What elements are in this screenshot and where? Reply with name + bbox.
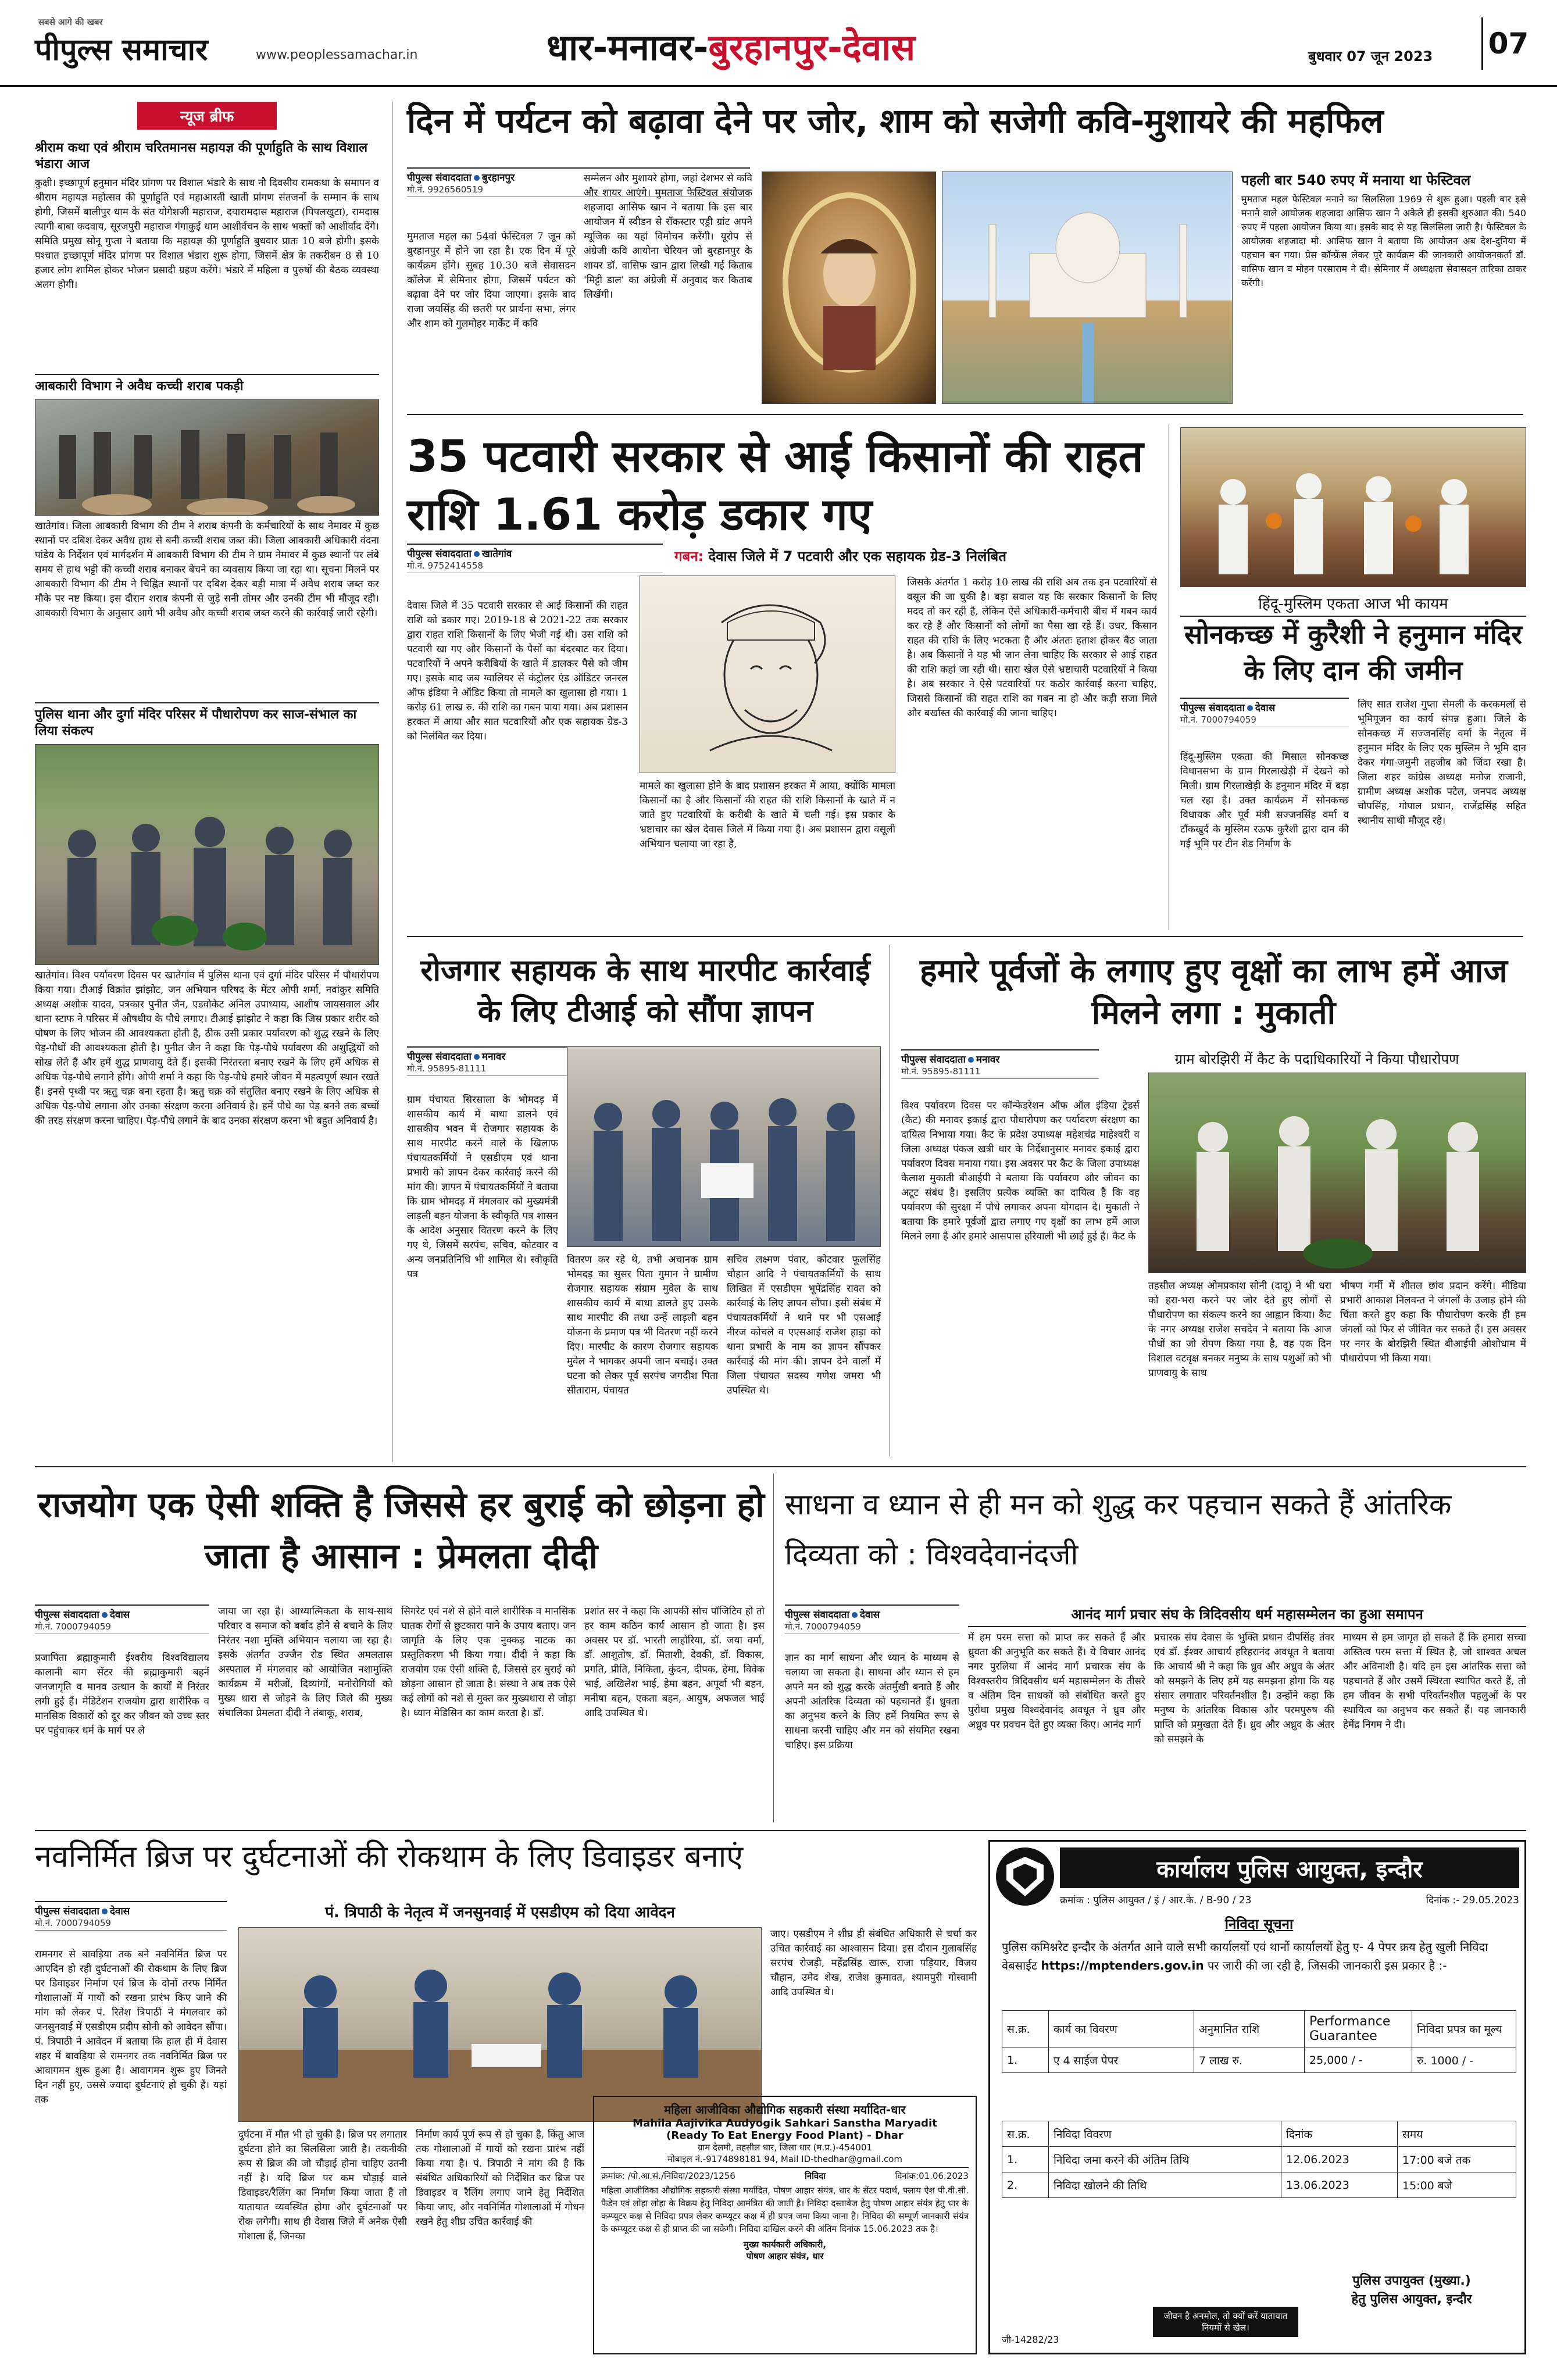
a2-mobile: मो.नं. 9752414558 <box>407 560 663 573</box>
excise-raid-photo <box>35 399 379 516</box>
t2-r1-1: निविदा जमा करने की अंतिम तिथि <box>1049 2147 1281 2172</box>
a8-headline: नवनिर्मित ब्रिज पर दुर्घटनाओं की रोकथाम के लिए डिवाइडर बनाएं <box>35 1839 743 1874</box>
ad2-signature <box>1304 2272 1519 2309</box>
excise-raid-figures <box>35 400 379 516</box>
ad1-address: ग्राम देलमी, तहसील धार, जिला धार (म.प्र.)-454001 <box>697 2142 873 2153</box>
ad1-signature-2: पोषण आहार संयंत्र, धार <box>746 2251 824 2261</box>
a2-place: खातेगांव <box>481 548 512 560</box>
t2-r2-2: 13.06.2023 <box>1281 2172 1398 2198</box>
farmer-sketch-art <box>640 576 895 773</box>
ad2-notice-title: निविदा सूचना <box>1224 1916 1294 1932</box>
a5-place: मनावर <box>976 1054 1000 1066</box>
a6-col-3: सिगरेट एवं नशे से होने वाले शारीरिक व मानसिक घातक रोगों से छुटकारा पाने के उपाय बताए। जन जागृति के लिए एक नुक्कड़ नाटक का प्रस्तुतिकरण भी किया गया। दीदी ने कहा कि राजयोग एक ऐसी शक्ति है, जिससे हर बुराई को छोड़ना आसान हो जाता है। संस्था ने अब तक ऐसे कई लोगों को नशे से मुक्त कर मुख्यधारा से जोड़ा है। ध्यान मेडिसिन का काम करता है। डॉ. <box>401 1606 576 1719</box>
a3-place: देवास <box>1255 702 1276 714</box>
sonkachh-ceremony-photo <box>1180 427 1526 587</box>
a1-byline-text: पीपुल्स संवाददाता <box>407 172 472 184</box>
cait-plantation-photo <box>1148 1073 1526 1273</box>
brand-name: पीपुल्स समाचार <box>35 33 208 67</box>
t2-head-3: समय <box>1398 2121 1516 2147</box>
a8-byline-text: पीपुल्स संवाददाता <box>35 1906 99 1917</box>
a8-col-3: निर्माण कार्य पूर्ण रूप से हो चुका है, किंतु आज तक गोशालाओं में गायों को रखना प्रारंभ नहीं किया गया है। पं. त्रिपाठी ने मांग की है कि संबंधित अधिकारियों को निर्देशित कर ब्रिज पर डिवाइडर व रैलिंग लगाए जाने हेतु निर्देशित किया जाए, और नवनिर्मित गोशालाओं में गोधन रखने हेतु शीघ्र उचित कार्रवाई की <box>416 2129 584 2228</box>
section-title <box>547 22 915 71</box>
ad2-table-1-head <box>1002 2011 1516 2047</box>
public-hearing-photo <box>238 1927 762 2122</box>
ad1-signature: मुख्य कार्यकारी अधिकारी, <box>743 2239 827 2250</box>
ad1-org-en2: (Ready To Eat Energy Food Plant) - Dhar <box>666 2129 904 2142</box>
a5-subhead: ग्राम बोरझिरी में कैट के पदाधिकारियों ने किया पौधारोपण <box>1174 1051 1459 1067</box>
a5-byline-text: पीपुल्स संवाददाता <box>901 1054 966 1066</box>
masthead <box>0 0 1557 87</box>
t2-r1-2: 12.06.2023 <box>1281 2147 1398 2172</box>
a7-byline-text: पीपुल्स संवाददाता <box>785 1609 849 1621</box>
a6-byline-text: पीपुल्स संवाददाता <box>35 1609 99 1621</box>
a8-col-4: जाए। एसडीएम ने शीघ्र ही संबंधित अधिकारी से चर्चा कर उचित कार्रवाई का आश्वासन दिया। इस दौरान गुलाबसिंह सरपंच रोजड़ी, महेंद्रसिंह खारू, राजा पड़ियार, विजय चौहान, उमेद शेख, राजेश कुमावत, श्यामपुरी गोस्वामी आदि उपस्थित थे। <box>770 1928 977 1998</box>
a2-deck-label: गबन: <box>674 548 704 564</box>
a7-byline <box>785 1604 959 1621</box>
news-brief-label <box>137 102 277 130</box>
a7-headline: साधना व ध्यान से ही मन को शुद्ध कर पहचान सकते हैं आंतरिक दिव्यता को : विश्वदेवानंदजी <box>785 1488 1452 1571</box>
a6-place: देवास <box>109 1609 130 1621</box>
a5-byline <box>901 1049 1099 1066</box>
brief-3-body: खातेगांव। विश्व पर्यावरण दिवस पर खातेगांव में पुलिस थाना एवं दुर्गा मंदिर परिसर में पौधारोपण किया गया। टीआई विक्रांत झांझोट, जन अभियान परिषद के मेंटर ओपी शर्मा, नवांकुर समिति अध्यक्ष अशोक यादव, पत्रकार पुनीत जैन, एडवोकेट अनिल उपाध्याय, आशीष जायसवाल और थाना स्टाफ ने परिसर में औषधीय के पौधे लगाए। टीआई झांझोट ने कहा कि जिस प्रकार शरीर को पोषण के लिए भोजन की आवश्यकता होती है, ठीक उसी प्रकार पर्यावरण को शुद्ध रखने के लिए पेड़-पौधों की आवश्यकता होती है। पुनीत जैन ने कहा कि पेड़-पौधे पर्यावरण की अशुद्धियों को सोख लेते हैं और हमें शुद्ध प्राणवायु देते हैं। इसकी निरंतरता बनाए रखने के लिए हमें अधिक से अधिक पेड़-पौधे लगाने होंगे। ओपी शर्मा ने कहा कि पेड़-पौधे हमारे जीवन में महत्वपूर्ण स्थान रखते हैं। इनसे पृथ्वी पर ऋतु चक्र बना रहता है। ऋतु चक्र को संतुलित बनाए रखने के लिए अधिक से अधिक पेड़-पौधे लगाना और उनका संरक्षण करना अनिवार्य है। हमें पौधे का पेड़ बनने तक बच्चों की तरह संरक्षण करना चाहिए। पेड़-पौधे लगाने के बाद उनका संरक्षण करना भी बहुत अनिवार्य है। <box>35 970 379 1127</box>
table-row <box>1002 2172 1516 2198</box>
a6-col-2: जाया जा रहा है। आध्यात्मिकता के साथ-साथ परिवार व समाज को बर्बाद होने से बचाने के लिए निरंतर नशा मुक्ति अभियान चलाया जा रहा है। इसके अंतर्गत उज्जैन रोड स्थित अमलतास अस्पताल में मंगलवार को आयोजित नशामुक्ति कार्यक्रम में मरीजों, दिव्यांगों, मनोरोगियों को मुख्य धारा से जोड़ने के लिए जिले की मुख्य संचालिका प्रेमलता दीदी ने तंबाकू, शराब, <box>218 1606 392 1719</box>
t1-head-4: निविदा प्रपत्र का मूल्य <box>1412 2011 1516 2047</box>
t2-head-0: स.क्र. <box>1002 2121 1049 2147</box>
a3-col-2: लिए सात राजेश गुप्ता सेमली के करकमलों से भूमिपूजन का कार्य संपन्न हुआ। जिले के सोनकच्छ में सज्जनसिंह वर्मा के नेतृत्व में हनुमान मंदिर के लिए एक मुस्लिम ने भूमि दान देकर गंगा-जमुनी तहजीब को जिंदा रखा है। जिला शहर कांग्रेस अध्यक्ष मनोज राजानी, ग्रामीण अध्यक्ष अशोक पटेल, जनपद अध्यक्ष चौपसिंह, गोपाल प्रधान, राजेंद्रसिंह सहित स्थानीय साथी मौजूद रहे। <box>1358 699 1526 827</box>
a1-sidebar-box <box>1241 171 1526 404</box>
tender-ad-mahila <box>593 2096 977 2354</box>
a1-col-2: सम्मेलन और मुशायरे होगा, जहां देशभर से कवि और शायर आएंगे। मुमताज फेस्टिवल संयोजक शहजादा आसिफ खान ने बताया कि इस बार आयोजन में स्वीडन से रॉकस्टार एड्री ग्रांट अपने म्यूजिक का यहां विमोचन करेंगी। यूरोप से अंग्रेजी कवि आयोना चेरियन जो बुरहानपुर के शायर डॉ. वासिफ खान द्वारा लिखी गई किताब 'मिट्टी डाल' का अंग्रेजी में अनुवाद कर किताब लिखेंगी। <box>584 173 752 301</box>
a1-headline: दिन में पर्यटन को बढ़ावा देने पर जोर, शाम को सजेगी कवि-मुशायरे की महफिल <box>407 101 1384 141</box>
t2-r2-1: निविदा खोलने की तिथि <box>1049 2172 1281 2198</box>
a4-col-1: ग्राम पंचायत सिरसाला के भोमदड़ में शासकीय कार्य में बाधा डालने एवं शासकीय भवन में रोजगार सहायक के साथ मारपीट करने वाले के खिलाफ पंचायतकर्मियों ने एसडीएम एवं थाना प्रभारी को ज्ञापन देकर कार्रवाई करने की मांग की। ज्ञापन में पंचायतकर्मियों ने बताया कि ग्राम भोमदड़ में मंगलवार को मुख्यमंत्री लाड़ली बहन योजना के स्वीकृति पत्र शासन के आदेश अनुसार वितरण करने के लिए गए थे, जिसमें सरपंच, सचिव, कोटवार व अन्य जनप्रतिनिधि भी शामिल थे। स्वीकृति पत्र <box>407 1094 558 1280</box>
ad2-table-1 <box>1002 2010 1516 2073</box>
t2-head-2: दिनांक <box>1281 2121 1398 2147</box>
a4-mobile: मो.नं. 95895-81111 <box>407 1063 581 1076</box>
a3-byline <box>1180 698 1349 714</box>
taj-mahal-photo <box>942 171 1233 404</box>
t1-cell-4: रु. 1000 / - <box>1412 2047 1516 2073</box>
ad2-ref: क्रमांक : पुलिस आयुक्त / इं / आर.के. / B-90 / 23 <box>1060 1895 1252 1906</box>
ad1-org-hi: महिला आजीविका औद्योगिक सहकारी संस्था मर्यादित-धार <box>664 2103 906 2117</box>
police-plantation-figures <box>35 745 379 965</box>
a1-box-body: मुमताज महल फेस्टिवल मनाने का सिलसिला 1969 से शुरू हुआ। पहली बार इसे मनाने वाले आयोजक शहजादा आसिफ खान ने अकेले ही इसकी शुरुआत की। 540 रुपए में पहला आयोजन किया था। इसके बाद से यह सिलसिला जारी है। फेस्टिवल के आयोजक शहजादा मो. आसिफ खान ने बताया कि आयोजन अब देश-दुनिया में पहचान बन गया। प्रेस कॉन्फ्रेंस लेकर पूरे कार्यक्रम की जानकारी आयोजनकर्ता डॉ. वासिफ खान व मोहन परसाराम ने दी। सेमिनार में अध्यक्षता सेवासदन तारिका ठाकर करेंगी। <box>1241 194 1526 288</box>
a3-headline: सोनकच्छ में कुरैशी ने हनुमान मंदिर के लिए दान की जमीन <box>1184 619 1523 686</box>
ad2-signature-line-2: हेतु पुलिस आयुक्त, इन्दौर <box>1351 2292 1472 2307</box>
ad2-traffic-slogan: जीवन है अनमोल, तो क्यों करें यातायात नियमों से खेल। <box>1153 2307 1298 2337</box>
a8-mobile: मो.नं. 7000794059 <box>35 1917 227 1931</box>
a5-col-1: विश्व पर्यावरण दिवस पर कॉन्फेडरेशन ऑफ ऑल इंडिया ट्रेडर्स (कैट) की मनावर इकाई द्वारा पौधारोपण कर पर्यावरण संरक्षण का दायित्व निभाया गया। कैट के प्रदेश उपाध्यक्ष महेशचंद्र माहेश्वरी व जिला अध्यक्ष पंकज खत्री धार के निर्देशानुसार मनावर इकाई द्वारा पर्यावरण दिवस मनाया गया। इस अवसर पर कैट के जिला उपाध्यक्ष कैलाश मुकाती बीआईपी ने बताया कि पर्यावरण और जीवन का अटूट संबंध है। इसलिए प्रत्येक व्यक्ति का दायित्व है कि वह पर्यावरण की सुरक्षा में पौधे लगाकर अपना योगदान दे। मुकाती ने बताया कि हमारे पूर्वजों द्वारा लगाए गए वृक्षों का लाभ हमें आज मिलने लगा है और हमारे आसपास हरियाली भी छाई हुई है। कैट के <box>901 1100 1140 1242</box>
section-title-b: बुरहानपुर-देवास <box>708 26 916 69</box>
a8-col-1: रामनगर से बावड़िया तक बने नवनिर्मित ब्रिज पर आएदिन हो रही दुर्घटनाओं की रोकथाम के लिए ब्रिज पर डिवाइडर निर्माण एवं ब्रिज के दोनों तरफ निर्मित गोशालाओं में गायों को रखना प्रारंभ किए जाने की मांग को लेकर पं. रितेश त्रिपाठी ने मंगलवार को जनसुनवाई में एसडीएम प्रदीप सोनी को आवेदन सौंपा। पं. त्रिपाठी ने आवेदन में बताया कि हाल ही में देवास शहर में बावड़िया से रामनगर तक नवनिर्मित ब्रिज पर आवागमन शुरू हुआ है। आवागमन शुरू हुए जिनते दिन नहीं हुए, उससे ज्यादा दुर्घटनाएं हो चुकी हैं। यहां तक <box>35 1949 227 2106</box>
t2-r2-0: 2. <box>1002 2172 1049 2198</box>
a5-col-2: तहसील अध्यक्ष ओमप्रकाश सोनी (दादू) ने भी धरा को हरा-भरा करने पर जोर देते हुए लोगों से पौधारोपण का संकल्प करने का आह्वान किया। कैट के नगर अध्यक्ष राजेश सचदेव ने बताया कि आज पौधों का जो रोपण किया गया है, वह एक दिन विशाल वटवृक्ष बनकर मनुष्य के साथ पशुओं को भी प्राणवायु के साथ <box>1148 1280 1331 1379</box>
t1-head-2: अनुमानित राशि <box>1194 2011 1305 2047</box>
t1-cell-2: 7 लाख रु. <box>1194 2047 1305 2073</box>
a2-byline-text: पीपुल्स संवाददाता <box>407 548 472 560</box>
t1-head-3: Performance Guarantee <box>1305 2011 1412 2047</box>
brief-2-body: खातेगांव। जिला आबकारी विभाग की टीम ने शराब कंपनी के कर्मचारियों के साथ नेमावर में कुछ स्थानों पर दबिश देकर अवैध हाथ से बनी कच्ची शराब जब्त की। जिला आबकारी अधिकारी वंदना पांडेय के निर्देशन एवं मार्गदर्शन में आबकारी विभाग की टीम ने ग्राम नेमावर में कुछ स्थानों पर लंबे समय से हाथ भट्टी की कच्ची शराब बनाकर बेचने का व्यवसाय किया जा रहा था। सूचना मिलने पर आबकारी विभाग की टीम ने चिह्नित स्थानों पर दबिश देकर बड़ी मात्रा में अवैध शराब जब्त कर मौके पर नष्ट किया। इस दौरान शराब कंपनी से जुड़े सनी तोमर और उनकी टीम भी मौजूद रही। आबकारी विभाग के अनुसार आगे भी अवैध और कच्ची शराब जब्त करने की कार्रवाई जारी रहेगी। <box>35 520 379 619</box>
brief-1-title: श्रीराम कथा एवं श्रीराम चरितमानस महायज्ञ की पूर्णाहुति के साथ विशाल भंडारा आज <box>35 141 368 171</box>
a7-mobile: मो.नं. 7000794059 <box>785 1621 959 1634</box>
news-brief-label-text: न्यूज ब्रीफ <box>180 108 234 126</box>
section-title-a: धार-मनावर- <box>547 26 709 69</box>
a2-col-2: मामले का खुलासा होने के बाद प्रशासन हरकत में आया, क्योंकि मामला किसानों का है और किसानों की राहत की राशि किसानों के खाते में न जाते हुए पटवारियों के करीबी के खाते में चली गई। इस प्रकार के भ्रष्टाचार का खेल देवास जिले में किया गया है। अब प्रशासन द्वारा वसूली अभियान चलाया जा रहा है, <box>640 780 895 850</box>
ad2-table-2 <box>1002 2121 1516 2198</box>
a2-col-3: जिसके अंतर्गत 1 करोड़ 10 लाख की राशि अब तक इन पटवारियों से वसूल की जा चुकी है। बड़ा सवाल यह कि सरकार किसानों के लिए मदद तो कर रही है, लेकिन ऐसे अधिकारी-कर्मचारी बीच में गबन कार्य कर रहे हैं और किसानों को लोगों का पैसा खा रहे हैं। उधर, किसान राहत की राशि के लिए भटकता है और अंततः हताश होकर बैठ जाता है। अब किसानों ने यह भी जान लेना चाहिए कि सरकार से आई राहत की राशि कहां जा रही थी। सारा खेल ऐसे भ्रष्टाचारी पटवारियों ने किया है। अब सरकार ने ऐसे पटवारियों पर कठोर कार्रवाई करना चाहिए, जिससे किसानों की राहत राशि का गबन ना हो और कड़ी सजा मिले और बर्खास्त की कार्रवाई की जाना चाहिए। <box>907 577 1157 719</box>
a5-mobile: मो.नं. 95895-81111 <box>901 1066 1099 1079</box>
police-emblem <box>996 1847 1054 1906</box>
a1-place: बुरहानपुर <box>481 172 515 184</box>
issue-date: बुधवार 07 जून 2023 <box>1308 48 1433 65</box>
ad1-ref: क्रमांक: /पो.आ.सं./निविदा/2023/1256 <box>601 2171 735 2181</box>
a7-col-3: प्रचारक संघ देवास के भुक्ति प्रधान दीपसिंह तंवर एवं डॉ. ईश्वर आचार्य हरिहरानंद अवधूत ने बताया कि आचार्य श्री ने कहा कि ध्रुव और अध्रुव के अंतर को समझने के लिए हमें यह समझना होगा कि यह संसार लगातार परिवर्तनशील है। उन्होंने कहा कि मनुष्य के आंतरिक विकास और परमपुरुष की प्राप्ति को प्रमुखता देते हैं। ध्रुव और अध्रुव के अंतर को समझने के <box>1154 1632 1334 1745</box>
a3-mobile: मो.नं. 7000794059 <box>1180 714 1349 727</box>
a4-byline <box>407 1046 581 1063</box>
t1-cell-1: ए 4 साईज पेपर <box>1049 2047 1194 2073</box>
a6-mobile: मो.नं. 7000794059 <box>35 1621 209 1634</box>
ad2-body-2: पर जारी की जा रही है, जिसकी जानकारी इस प्रकार है :- <box>1207 1959 1447 1972</box>
brief-3-title: पुलिस थाना और दुर्गा मंदिर परिसर में पौधारोपण कर साज-संभाल का लिया संकल्प <box>35 702 379 739</box>
a5-headline: हमारे पूर्वजों के लगाए हुए वृक्षों का लाभ हमें आज मिलने लगा : मुकाती <box>920 952 1508 1032</box>
ad2-site-link[interactable]: https://mptenders.gov.in <box>1041 1959 1204 1972</box>
page-number-text: 07 <box>1488 27 1529 60</box>
a1-box-title: पहली बार 540 रुपए में मनाया था फेस्टिवल <box>1241 172 1471 188</box>
public-hearing-art <box>239 1928 762 2122</box>
a2-deck <box>674 546 1151 566</box>
a3-byline-text: पीपुल्स संवाददाता <box>1180 702 1245 714</box>
a6-byline <box>35 1604 209 1621</box>
t1-cell-3: 25,000 / - <box>1305 2047 1412 2073</box>
memorandum-photo <box>567 1046 881 1247</box>
farmer-sketch-photo <box>640 576 895 773</box>
brand-logo <box>35 16 208 69</box>
ad1-notice-label: निविदा <box>804 2171 826 2181</box>
a3-kicker: हिंदू-मुस्लिम एकता आज भी कायम <box>1180 590 1526 617</box>
t1-head-1: कार्य का विवरण <box>1049 2011 1194 2047</box>
a6-headline: राजयोग एक ऐसी शक्ति है जिससे हर बुराई को छोड़ना हो जाता है आसान : प्रेमलता दीदी <box>38 1485 765 1577</box>
police-emblem-icon <box>1002 1853 1048 1900</box>
a6-col-1: प्रजापिता ब्रह्माकुमारी ईश्वरीय विश्वविद्यालय कालानी बाग सेंटर की ब्रह्माकुमारी बहनें जनजागृति व मानव उत्थान के कार्यों में निरंतर लगी हुई हैं। मेडिटेशन राजयोग द्वारा शारीरिक व मानसिक विकारों को दूर कर जीवन को उच्च स्तर पर पहुंचाकर धर्म के मार्ग पर ले <box>35 1652 209 1736</box>
ad1-date: दिनांक:01.06.2023 <box>895 2171 969 2181</box>
a7-place: देवास <box>859 1609 880 1621</box>
cait-plantation-art <box>1149 1073 1526 1273</box>
t2-r2-3: 15:00 बजे <box>1398 2172 1516 2198</box>
brand-tagline: सबसे आगे की खबर <box>38 17 103 27</box>
ad2-signature-line-1: पुलिस उपायुक्त (मुख्या.) <box>1352 2274 1471 2288</box>
a5-col-3: भीषण गर्मी में शीतल छांव प्रदान करेंगे। मीडिया प्रभारी आकाश निलवन्त ने जंगलों के उजाड़ होने की चिंता करते हुए कहा कि पौधारोपण करके ही हम जंगलों को फिर से जीवित कर सकते हैं। इस अवसर पर नगर के बोरझिरी स्थित बीआईपी ओशोधाम में पौधारोपण भी किया गया। <box>1340 1280 1526 1364</box>
a2-headline: 35 पटवारी सरकार से आई किसानों की राहत राशि 1.61 करोड़ डकार गए <box>407 430 1144 540</box>
brief-1-body: कुक्षी। इच्छापूर्ण हनुमान मंदिर प्रांगण पर विशाल भंडारे के साथ नौ दिवसीय रामकथा के समापन व श्रीराम महायज्ञ महोत्सव की पूर्णाहुति एवं महाआरती खाती प्रांगण संतजनों के सम्मान के साथ होगी, जिसमें बालीपुर धाम के संत योगेशजी महाराज, दयारामदास महाराज (पिपलखुटा), रामदास त्यागी बाबा कदवाय, सूरजपुरी महाराज गंगाकुई धाम आशीर्वचन के साथ भक्तों को आशीर्वाद देंगे। समिति प्रमुख सोनू गुप्ता ने बताया कि महायज्ञ की पूर्णाहुति बुधवार प्रातः 10 बजे होगी। इसके पश्चात इच्छापूर्ण मंदिर प्रांगण पर विशाल भंडारा शुरू होगा, जिसमें क्षेत्र के तकरीबन 8 से 10 हजार लोग शामिल होकर भोजन प्रसादी ग्रहण करेंगे। भंडारे में महिला व पुरुषों की बैठक व्यवस्था अलग होगी। <box>35 177 379 291</box>
mumtaz-portrait-art <box>762 172 936 404</box>
news-brief-column <box>35 102 379 1462</box>
t2-r1-3: 17:00 बजे तक <box>1398 2147 1516 2172</box>
a3-col-1: हिंदू-मुस्लिम एकता की मिसाल सोनकच्छ विधानसभा के ग्राम गिरलाखेड़ी में देखने को मिली। ग्राम गिरलाखेड़ी के हनुमान मंदिर में बड़ा चल रहा है। उक्त कार्यक्रम में सोनकच्छ विधायक और पूर्व मंत्री सज्जनसिंह वर्मा व टौंकखुर्द के मुस्लिम रऊफ कुरैशी द्वारा दान की गई भूमि पर टीन शेड निर्माण के <box>1180 751 1349 850</box>
t2-head-1: निविदा विवरण <box>1049 2121 1281 2147</box>
page-number <box>1481 17 1534 70</box>
a7-col-1: ज्ञान का मार्ग साधना और ध्यान के माध्यम से चलाया जा सकता है। साधना और ध्यान से हम अपने मन को शुद्ध करके अंतर्मुखी बनाते हैं और अपनी आंतरिक दिव्यता को पहचानते हैं। ध्रुवता का अनुभव करने के लिए हमें नियमित रूप से साधना करनी चाहिए और मन को संयमित रखना चाहिए। इस प्रक्रिया <box>785 1652 959 1751</box>
t1-cell-0: 1. <box>1002 2047 1049 2073</box>
ad2-title-text: कार्यालय पुलिस आयुक्त, इन्दौर <box>1156 1856 1423 1883</box>
t1-head-0: स.क्र. <box>1002 2011 1049 2047</box>
sonkachh-ceremony-art <box>1181 428 1526 587</box>
memorandum-art <box>567 1047 881 1247</box>
tender-ad-police <box>988 1840 1526 2354</box>
table-row <box>1002 2147 1516 2172</box>
a8-col-2: दुर्घटना में मौत भी हो चुकी है। ब्रिज पर लगातार दुर्घटना होने का सिलसिला जारी है। तकनीकी रूप से ब्रिज की जो चौड़ाई होना चाहिए उतनी नहीं है। यदि ब्रिज पर कम चौड़ाई वाले डिवाइडर/रैलिंग का निर्माण किया जाता है तो यातायात व्यवस्थित होगा और दुर्घटनाओं पर रोक लगेगी। साथ ही देवास जिले में अनेक ऐसी गोशाला हैं, जिनका <box>238 2129 407 2242</box>
a8-byline <box>35 1901 227 1917</box>
site-url[interactable]: www.peoplessamachar.in <box>256 48 418 62</box>
a4-byline-text: पीपुल्स संवाददाता <box>407 1051 472 1063</box>
a4-headline: रोजगार सहायक के साथ मारपीट कार्रवाई के लिए टीआई को सौंपा ज्ञापन <box>420 953 870 1029</box>
a7-col-2: में हम परम सत्ता को प्राप्त कर सकते हैं और ध्रुवता की अनुभूति कर सकते हैं। ये विचार आनंद नगर पुरलिया में आनंद मार्ग प्रचारक संघ के विश्वस्तरीय त्रिदिवसीय धर्म महासम्मेलन के तीसरे व अंतिम दिन साधकों को संबोधित करते हुए पुरोधा प्रमुख विश्वदेवानंद अवधूत ने ध्रुव और अध्रुव पर प्रवचन देते हुए व्यक्त किए। आनंद मार्ग <box>968 1632 1145 1731</box>
ad1-contact: मोबाइल नं.-9174898181 94, Mail ID-thedhar@gmail.com <box>601 2153 969 2168</box>
a4-col-2: वितरण कर रहे थे, तभी अचानक ग्राम भोमदड़ का सुसर पिता गुमान ने ग्रामीण रोजगार सहायक संग्राम मुवेल के साथ शासकीय कार्य में बाधा डालते हुए उसके साथ मारपीट की तथा उन्हें लाड़ली बहन योजना के प्रमाण पत्र भी वितरण नहीं करने दिए। मारपीट के कारण रोजगार सहायक मुवेल ने भागकर अपनी जान बचाई। उक्त घटना को लेकर पूर्व सरपंच जगदीश पिता सीताराम, पंचायत <box>567 1254 718 1396</box>
ad2-table-2-head <box>1002 2121 1516 2147</box>
taj-mahal-art <box>942 172 1233 404</box>
ad1-org-en: Mahila Aajivika Audyogik Sahkari Sanstha Maryadit <box>633 2117 937 2129</box>
a8-place: देवास <box>109 1906 130 1917</box>
ad2-title <box>1060 1847 1519 1888</box>
ad2-body <box>1002 1938 1516 1975</box>
a4-col-3: सचिव लक्ष्मण पंवार, कोटवार फूलसिंह चौहान आदि ने पंचायतकर्मियों के साथ लिखित में एसडीएम भूपेंद्रसिंह रावत को कार्रवाई के लिए ज्ञापन सौंपा। इसी संबंध में पंचायतकर्मियों ने थाने पर भी एसआई नीरज कोचले व एएसआई राजेश हाड़ा को थाना प्रभारी के नाम का ज्ञापन सौंपकर कार्रवाई की मांग की। ज्ञापन देने वालों में जिला पंचायत सदस्य गणेश जमरा भी उपस्थित थे। <box>727 1254 881 1396</box>
a2-col-1: देवास जिले में 35 पटवारी सरकार से आई किसानों की राहत राशि को डकार गए। 2019-18 से 2021-22 तक सरकार द्वारा राहत राशि किसानों के लिए भेजी गई थी। उस राशि को पटवारी खा गए और किसानों के पैसों का बंदरबाट कर दिया। पटवारियों ने अपने करीबियों के खाते में डालकर पैसे को जीम गए। इसके बाद जब ग्वालियर से कंट्रोलर एंड ऑडिटर जनरल ऑफ इंडिया ने ऑडिट किया तो मामले का खुलासा हो गया। 1 करोड़ 61 लाख रु. की राशि का गबन पाया गया। अब प्रशासन हरकत में आया और सात पटवारियों और एक सहायक ग्रेड-3 को निलंबित कर दिया। <box>407 600 628 742</box>
brief-2-title: आबकारी विभाग ने अवैध कच्ची शराब पकड़ी <box>35 374 379 395</box>
a1-mobile: मो.नं. 9926560519 <box>407 184 750 197</box>
ad2-date: दिनांक :- 29.05.2023 <box>1426 1895 1519 1906</box>
t2-r1-0: 1. <box>1002 2147 1049 2172</box>
ad2-body-1: पुलिस कमिश्नरेट इन्दौर के अंतर्गत आने वाले सभी कार्यालयों एवं थानों कार्यालयों हेतु ए- 4 पेपर क्रय हेतु खुली निविदा वेबसाईट <box>1002 1940 1488 1972</box>
a7-col-4: माध्यम से हम जागृत हो सकते हैं कि हमारा सच्चा अस्तित्व परम सत्ता में स्थित है, जो शाश्वत अचल और अविनाशी है। यदि हम इस आंतरिक सत्ता को पहचानते हैं और उसमें स्थिरता स्थापित करते हैं, तो हम जीवन के सभी परिवर्तनशील पहलुओं के पर स्थायित्व का अनुभव कर सकते हैं। यह जानकारी हेमेंद्र निगम ने दी। <box>1343 1632 1526 1731</box>
mumtaz-portrait-photo <box>762 171 936 404</box>
ad2-footer-code: जी-14282/23 <box>1002 2334 1059 2345</box>
a1-col-1: मुमताज महल का 54वां फेस्टिवल 7 जून को बुरहानपुर में होने जा रहा है। एक दिन में पूरे कार्यक्रम होंगे। सुबह 10.30 बजे सेवासदन कॉलेज में सेमिनार होगा, जिसमें पर्यटन को बढ़ावा देने पर जोर दिया जाएगा। इसके बाद राजा जयसिंह की छतरी पर प्रार्थना सभा, लंगर और शाम को गुलमोहर मार्केट में कवि <box>407 231 576 330</box>
table-row <box>1002 2047 1516 2073</box>
police-plantation-photo <box>35 744 379 965</box>
a7-subhead: आनंद मार्ग प्रचार संघ के त्रिदिवसीय धर्म महासम्मेलन का हुआ समापन <box>968 1604 1526 1627</box>
a2-byline <box>407 544 663 560</box>
a6-col-4: प्रशांत सर ने कहा कि आपकी सोच पॉजिटिव हो तो हर काम कठिन कार्य आसान हो जाता है। इस अवसर पर डॉ. भारती लाहोरिया, डॉ. जया वर्मा, डॉ. आशुतोष, डॉ. मिताशी, देवकी, डॉ. विकास, प्रगति, प्रीति, निकिता, कुंदन, दीपक, हेमा, विवेक भाई, अखिलेश भाई, हेमा बहन, अपूर्वा भी बहन, मनीषा बहन, एकता बहन, आयुष, अफजल भाई आदि उपस्थित थे। <box>584 1606 765 1719</box>
a4-place: मनावर <box>481 1051 506 1063</box>
a2-deck-text: देवास जिले में 7 पटवारी और एक सहायक ग्रेड-3 निलंबित <box>708 548 1006 564</box>
a8-subhead: पं. त्रिपाठी के नेतृत्व में जनसुनवाई में एसडीएम को दिया आवेदन <box>325 1904 675 1921</box>
ad1-body: महिला आजीविका औद्योगिक सहकारी संस्था मर्यादित, पोषण आहार संयंत्र, धार के सेंटर पदार्थ, फ्लाय ऐश पी.वी.सी. फैडेन एवं लोहा लोहा के विक्रय हेतु निविदा आमंत्रित की जाती है। निविदा दस्तावेज हेतु पोषण आहार संयंत्र हेतु धार के कम्प्यूटर कक्ष से निविदा प्रपत्र लेकर कम्प्यूटर कक्ष में ही प्रपत्र जमा किया जाना है। निविदा की सम्पूर्ण जानकारी संयंत्र के कम्प्यूटर कक्ष से ही प्राप्त की जा सकेगी। निविदा दाखिल करने की अंतिम दिनांक 15.06.2023 तक है। <box>601 2185 969 2234</box>
